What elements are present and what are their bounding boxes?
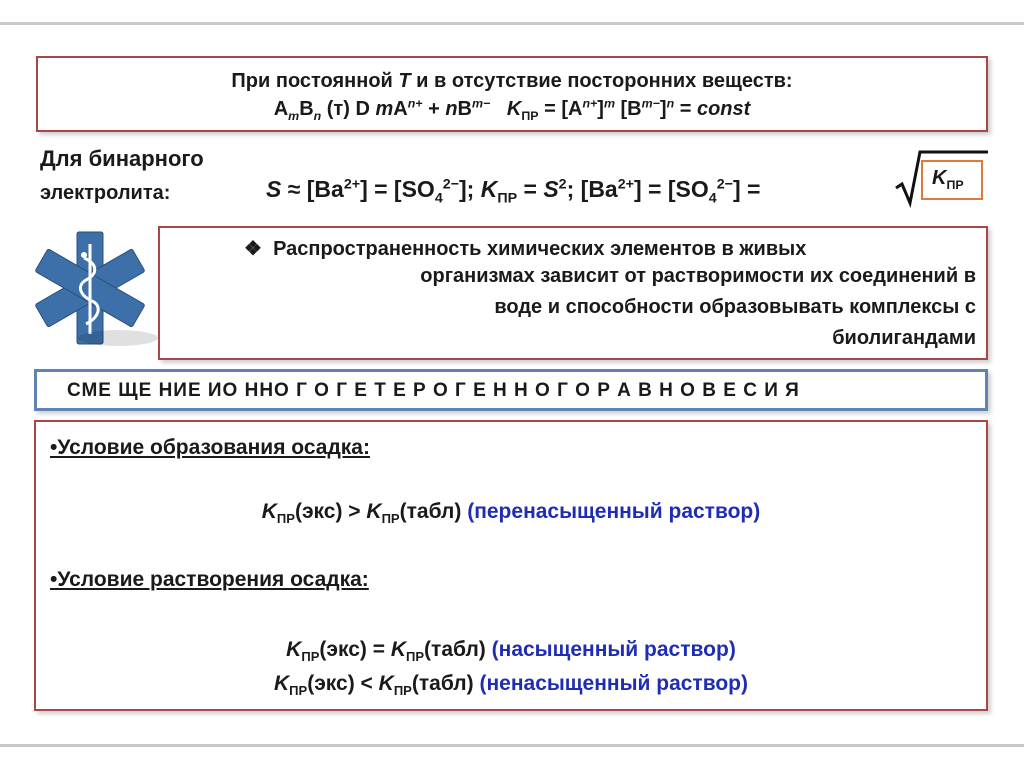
supersaturated-label: (перенасыщенный раствор) [467,500,761,523]
saturated-label: (насыщенный раствор) [491,638,736,661]
binary-label-line1: Для бинарного [40,146,204,171]
bullet-line4: биолигандами [832,327,976,349]
header-line1: При постоянной T и в отсутствие посторонних веществ: [231,70,793,92]
banner-box [34,369,988,411]
header-equation: $A_mB_n$ (т) D $mA^{n+} + nB^{m-}$ $K_{ПР} = [A^{n+}]^m$ $[B^{m-}]^n$ = const [273,96,751,123]
diamond-bullet-icon: ❖ [244,238,262,260]
conditions-box [34,420,988,711]
binary-label-line2: электролита: [40,182,171,204]
unsaturated-label: (ненасыщенный раствор) [479,672,748,695]
condition2-title: •Условие растворения осадка: [50,568,369,591]
ksp-root-text: $K_{ПР}$ [932,167,964,192]
binary-formula: $S \approx [Ba^{2+}] = [SO_4^{2-}]$; $K_{ПР} = S^2$; $[Ba^{2+}] = [SO_4^{2-}]$ = [266,176,761,207]
condition1-title: •Условие образования осадка: [50,436,370,459]
condition2-equation1: $K_{ПР}(экс)$ = $K_{ПР}(табл)$ (насыщенный раствор) [286,638,736,665]
star-of-life-icon [26,228,162,354]
bullet-line2: организмах зависит от растворимости их соединений в [420,265,976,287]
bullet-box [158,226,988,360]
banner-text: СМЕ ЩЕ НИЕ ИО ННО Г О Г Е Т Е Р О Г Е Н Н О Г О Р А В Н О В Е С И Я [67,380,800,401]
header-box [36,56,988,132]
condition1-equation: $K_{ПР}(экс)$ > $K_{ПР}(табл)$ (перенасыщенный раствор) [261,500,761,527]
top-rule [0,22,1024,25]
bottom-rule [0,744,1024,747]
condition2-equation2: $K_{ПР}(экс)$ < $K_{ПР}(табл)$ (ненасыщенный раствор) [274,672,748,699]
bullet-line3: воде и способности образовывать комплексы с [494,296,976,318]
bullet-line1: ❖ Распространенность химических элементов в живых [244,238,807,260]
